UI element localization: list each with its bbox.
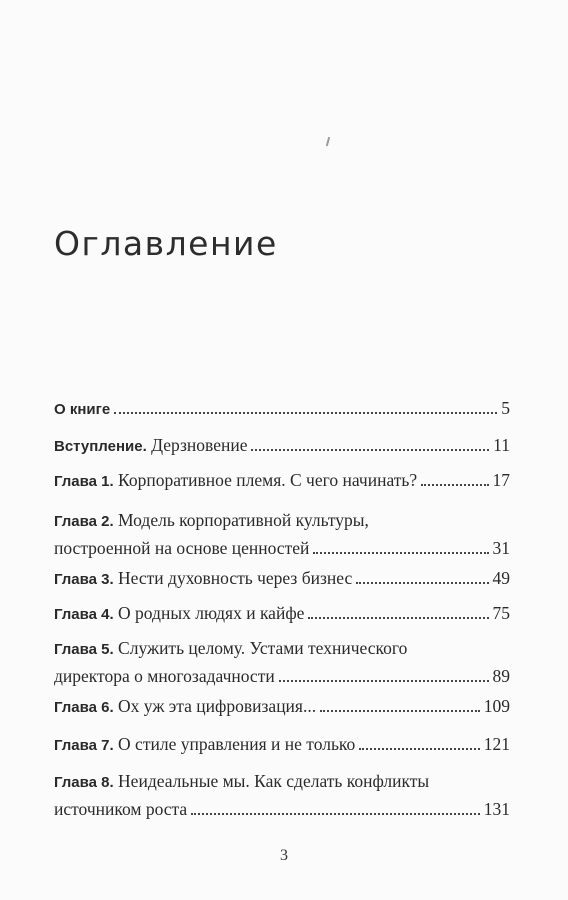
toc-entry-bold: Глава 3. bbox=[54, 571, 114, 588]
dot-leader bbox=[191, 812, 480, 815]
toc-page-number: 31 bbox=[492, 538, 510, 558]
toc-entry-continuation: построенной на основе ценностей bbox=[54, 538, 310, 558]
dot-leader bbox=[359, 747, 479, 750]
toc-page-number: 11 bbox=[493, 435, 510, 455]
toc-entry-chapter-5 bbox=[54, 635, 510, 690]
toc-entry-bold: Глава 8. bbox=[54, 774, 114, 791]
toc-entry-continuation: директора о многозадачности bbox=[54, 666, 275, 686]
toc-entry-chapter-8 bbox=[54, 768, 510, 823]
toc-page-number: 49 bbox=[492, 568, 510, 588]
toc-entry-text: Нести духовность через бизнес bbox=[113, 568, 353, 588]
dot-leader bbox=[251, 448, 489, 451]
dot-leader bbox=[356, 581, 488, 584]
toc-entry-bold: Глава 2. bbox=[54, 513, 114, 530]
toc-entry-chapter-2 bbox=[54, 507, 510, 562]
toc-page-number: 121 bbox=[483, 734, 510, 754]
paper-speck bbox=[326, 137, 330, 146]
toc-page-number: 89 bbox=[492, 666, 510, 686]
toc-entry-text: Неидеальные мы. Как сделать конфликты bbox=[113, 771, 430, 791]
toc-entry-chapter-6 bbox=[54, 693, 510, 721]
toc-page-number: 17 bbox=[492, 470, 510, 490]
toc-entry-text: Корпоративное племя. С чего начинать? bbox=[113, 470, 418, 490]
toc-entry-bold: Глава 6. bbox=[54, 699, 114, 716]
toc-entry-chapter-1 bbox=[54, 467, 510, 495]
dot-leader bbox=[308, 616, 488, 619]
dot-leader bbox=[421, 483, 488, 486]
toc-entry-bold: Вступление. bbox=[54, 438, 147, 455]
toc-page-number: 5 bbox=[501, 398, 510, 418]
toc-entry-text: О стиле управления и не только bbox=[113, 734, 356, 754]
toc-entry-bold: Глава 5. bbox=[54, 641, 114, 658]
toc-entry-chapter-7 bbox=[54, 731, 510, 759]
toc-entry-bold: Глава 1. bbox=[54, 473, 114, 490]
page-number: 3 bbox=[280, 847, 288, 864]
toc-entry-text: Дерзновение bbox=[146, 435, 248, 455]
toc-entry-intro bbox=[54, 432, 510, 460]
toc-entry-chapter-4 bbox=[54, 600, 510, 628]
toc-entry-bold: Глава 7. bbox=[54, 737, 114, 754]
toc-entry-bold: Глава 4. bbox=[54, 606, 114, 623]
toc-entry-chapter-3 bbox=[54, 565, 510, 593]
toc-page-number: 131 bbox=[483, 799, 510, 819]
dot-leader bbox=[279, 679, 489, 682]
toc-page-number: 75 bbox=[492, 603, 510, 623]
toc-entry-continuation: источником роста bbox=[54, 799, 188, 819]
dot-leader bbox=[114, 411, 497, 414]
toc-entry-text: О родных людях и кайфе bbox=[113, 603, 305, 623]
toc-entry-text: Служить целому. Устами технического bbox=[113, 638, 408, 658]
page-title: Оглавление bbox=[54, 224, 278, 263]
toc-entry-bold: О книге bbox=[54, 401, 111, 418]
dot-leader bbox=[313, 551, 488, 554]
toc-entry-about bbox=[54, 395, 510, 423]
toc-entry-text: Модель корпоративной культуры, bbox=[113, 510, 369, 530]
dot-leader bbox=[320, 709, 480, 712]
toc-entry-text: Ох уж эта цифровизация... bbox=[113, 696, 317, 716]
toc-page-number: 109 bbox=[483, 696, 510, 716]
